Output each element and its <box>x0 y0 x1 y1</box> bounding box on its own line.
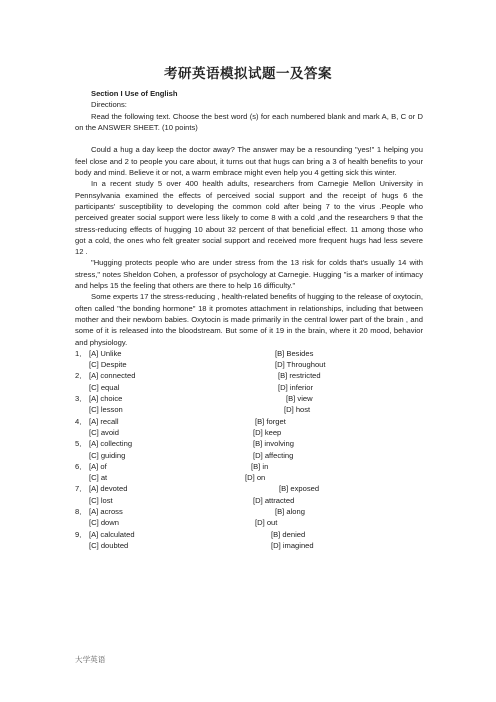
question-number: 2． <box>75 371 87 381</box>
question-row <box>75 540 423 551</box>
option-a: [A] Unlike <box>89 348 122 358</box>
question-row <box>75 382 423 393</box>
question-number: 6． <box>75 461 87 471</box>
option-d: [D] affecting <box>253 450 294 460</box>
option-c: [C] lost <box>89 495 113 505</box>
passage-paragraph-3: "Hugging protects people who are under stress from the 13 risk for colds that's usually 14 with stress," notes Sheldon Cohen, a professor of psychology at Carnegie. Hugging "is a marker of intimacy and helps 15 the feeling that others are there to help 16 difficulty." <box>75 258 423 291</box>
option-a: [A] connected <box>89 371 136 381</box>
question-row <box>75 370 423 381</box>
option-b: [B] in <box>251 461 269 471</box>
document-title: 考研英语模拟试题一及答案 <box>164 66 332 82</box>
directions-text: Read the following text. Choose the best word (s) for each numbered blank and mark A, B, C or D on the ANSWER SHEET. (10 points) <box>75 111 423 132</box>
option-c: [C] down <box>89 518 119 528</box>
option-d: [D] on <box>245 473 266 483</box>
question-row <box>75 348 423 359</box>
option-c: [C] at <box>89 473 108 483</box>
question-row <box>75 517 423 528</box>
question-number: 3． <box>75 394 87 404</box>
option-a: [A] collecting <box>89 439 133 449</box>
question-row <box>75 404 423 415</box>
question-row <box>75 529 423 540</box>
question-row <box>75 438 423 449</box>
document-body <box>75 88 423 551</box>
option-b: [B] forget <box>255 416 286 426</box>
question-row <box>75 393 423 404</box>
option-a: [A] choice <box>89 394 123 404</box>
question-number: 8． <box>75 506 87 516</box>
option-d: [D] attracted <box>253 495 295 505</box>
question-number: 1． <box>75 348 87 358</box>
page-footer: 大学英语 <box>75 655 106 664</box>
option-c: [C] equal <box>89 382 120 392</box>
option-d: [D] inferior <box>278 382 314 392</box>
question-number: 7． <box>75 484 87 494</box>
option-a: [A] across <box>89 506 123 516</box>
passage-paragraph-2: In a recent study 5 over 400 health adults, researchers from Carnegie Mellon University in Pennsylvania examined the effects of perceived social support and the receipt of hugs 6 the participants' susceptibility to developing the common cold after being 7 to the virus .People who perceived greater social support were less likely to come 8 with a cold ,and the researchers 9 that the stress-reducing effects of hugging 10 about 32 percent of that beneficial effect. 11 among those who got a cold, the ones who felt greater social support and received more frequent hugs had less severe 12 . <box>75 179 423 257</box>
question-row <box>75 506 423 517</box>
passage-paragraph-4: Some experts 17 the stress-reducing , health-related benefits of hugging to the release of oxytocin, often called "the bonding hormone" 18 it promotes attachment in relationships, including that between mother and their newborn babies. Oxytocin is made primarily in the central lower part of the brain , and some of it is released into the bloodstream. But some of it 19 in the brain, where it 20 mood, behavior and physiology. <box>75 292 423 347</box>
option-d: [D] imagined <box>271 540 314 550</box>
option-b: [B] restricted <box>278 371 321 381</box>
option-a: [A] of <box>89 461 107 471</box>
question-number: 4． <box>75 416 87 426</box>
option-d: [D] out <box>255 518 278 528</box>
option-b: [B] along <box>275 506 305 516</box>
question-row <box>75 461 423 472</box>
option-a: [A] calculated <box>89 529 135 539</box>
question-row <box>75 427 423 438</box>
option-c: [C] Despite <box>89 360 127 370</box>
section-heading: Section I Use of English <box>91 89 178 98</box>
option-c: [C] guiding <box>89 450 126 460</box>
question-row <box>75 359 423 370</box>
option-c: [C] doubted <box>89 540 129 550</box>
question-number: 5． <box>75 439 87 449</box>
question-row <box>75 472 423 483</box>
option-d: [D] keep <box>253 427 282 437</box>
option-d: [D] host <box>284 405 311 415</box>
option-b: [B] exposed <box>279 484 320 494</box>
question-row <box>75 416 423 427</box>
question-row <box>75 483 423 494</box>
question-list <box>75 348 423 551</box>
passage-paragraph-1: Could a hug a day keep the doctor away? The answer may be a resounding "yes!" 1 helping you feel close and 2 to people you care about, it turns out that hugs can bring a 3 of health benefits to your body and mind. Believe it or not, a warm embrace might even help you 4 getting sick this winter. <box>75 145 423 178</box>
question-row <box>75 450 423 461</box>
option-b: [B] Besides <box>275 348 314 358</box>
option-a: [A] devoted <box>89 484 128 494</box>
question-row <box>75 495 423 506</box>
option-a: [A] recall <box>89 416 119 426</box>
option-b: [B] view <box>286 394 313 404</box>
directions-label: Directions: <box>91 100 127 110</box>
question-number: 9． <box>75 529 87 539</box>
option-d: [D] Throughout <box>275 360 326 370</box>
option-b: [B] involving <box>253 439 294 449</box>
option-c: [C] avoid <box>89 427 119 437</box>
option-c: [C] lesson <box>89 405 123 415</box>
option-b: [B] denied <box>271 529 306 539</box>
